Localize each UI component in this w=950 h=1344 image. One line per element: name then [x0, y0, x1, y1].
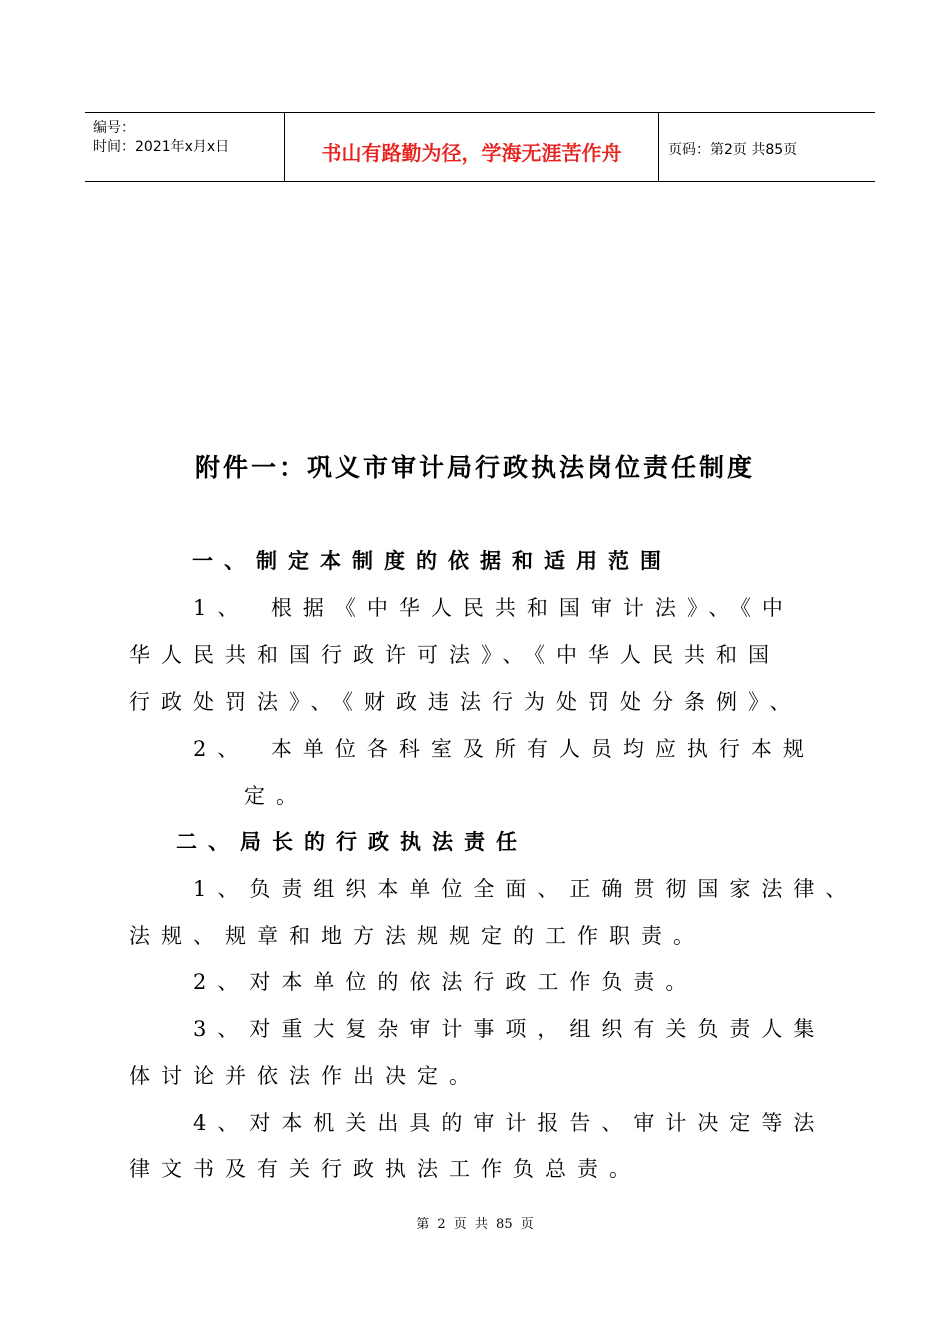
s2-p3-line2: 体讨论并依法作出决定。 [129, 1064, 481, 1088]
s2-p1-line1: 1、负责组织本单位全面、正确贯彻国家法律、 [193, 877, 858, 901]
header-page-code: 页码：第2页 共85页 [668, 142, 798, 158]
s2-p4-line2: 律文书及有关行政执法工作负总责。 [129, 1157, 641, 1181]
s1-p2-line1: 2、 本单位各科室及所有人员均应执行本规 [193, 737, 815, 761]
s2-p2-line1: 2、对本单位的依法行政工作负责。 [193, 970, 698, 994]
s2-p4-line1: 4、对本机关出具的审计报告、审计决定等法 [193, 1111, 826, 1135]
number-label: 编号： [93, 120, 135, 136]
s1-p1-line3: 行政处罚法》、《财政违法行为处罚处分条例》、 [129, 690, 802, 714]
time-label: 时间：2021年x月x日 [93, 139, 230, 155]
s1-p2-line2: 定。 [244, 784, 308, 808]
document-title: 附件一：巩义市审计局行政执法岗位责任制度 [194, 453, 755, 482]
s1-p1-line2: 华人民共和国行政许可法》、《中华人民共和国 [129, 643, 780, 667]
section-1-heading: 一、制定本制度的依据和适用范围 [192, 549, 672, 573]
section-2-heading: 二、局长的行政执法责任 [176, 830, 528, 854]
header-motto: 书山有路勤为径，学海无涯苦作舟 [285, 113, 659, 181]
page-header [85, 112, 875, 182]
s2-p1-line2: 法规、规章和地方法规规定的工作职责。 [129, 924, 705, 948]
header-meta [85, 113, 285, 181]
s2-p3-line1: 3、对重大复杂审计事项，组织有关负责人集 [193, 1017, 826, 1041]
s1-p1-line1: 1、 根据《中华人民共和国审计法》、《中 [193, 596, 794, 620]
page-footer: 第 2 页 共 85 页 [416, 1217, 534, 1232]
